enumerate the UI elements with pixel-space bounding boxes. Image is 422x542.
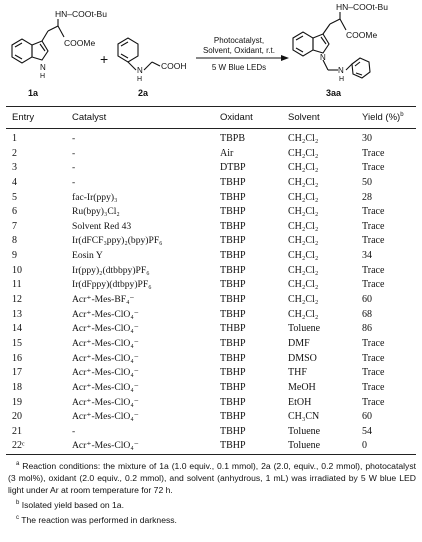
cell-yield: Trace (362, 352, 385, 364)
table-row (0, 322, 422, 337)
cell-oxidant: TBHP (220, 250, 246, 262)
cell-yield: Trace (362, 279, 385, 291)
cell-catalyst: - (72, 147, 76, 159)
cell-entry: 22ᶜ (12, 440, 25, 452)
table-row (0, 249, 422, 264)
cell-oxidant: TBHP (220, 264, 246, 276)
cell-entry: 10 (12, 264, 22, 276)
cell-catalyst: Ir(dFCF₃ppy)₂(bpy)PF₆ (72, 235, 163, 247)
cell-entry: 13 (12, 308, 22, 320)
cell-catalyst: Acr⁺-Mes-ClO₄⁻ (72, 323, 139, 335)
cell-entry: 8 (12, 235, 17, 247)
cell-oxidant: TBHP (220, 308, 246, 320)
cell-yield: 34 (362, 250, 372, 262)
table-row (0, 425, 422, 440)
product-3aa-boc-label: HN–COOt-Bu (336, 2, 388, 12)
cell-solvent: CH₂Cl₂ (288, 294, 319, 306)
cell-solvent: Toluene (288, 425, 321, 437)
cell-yield: 60 (362, 411, 372, 423)
cell-solvent: CH₃CN (288, 411, 320, 423)
cell-catalyst: Eosin Y (72, 250, 103, 262)
cell-yield: Trace (362, 264, 385, 276)
footnote-b-text: Isolated yield based on 1a. (21, 499, 124, 510)
product-3aa-label: 3aa (326, 88, 342, 98)
header-yield (362, 112, 404, 123)
cell-oxidant: TBHP (220, 279, 246, 291)
cell-catalyst: fac-Ir(ppy)₃ (72, 191, 118, 203)
cell-solvent: CH₂Cl₂ (288, 176, 319, 188)
substrate-1a-boc-label: HN–COOt-Bu (55, 9, 107, 19)
header-catalyst: Catalyst (72, 112, 107, 123)
cell-oxidant: TBHP (220, 440, 246, 452)
cell-entry: 18 (12, 381, 22, 393)
table-row (0, 439, 422, 454)
table-top-rule (6, 106, 416, 107)
table-body (0, 132, 422, 454)
cell-entry: 2 (12, 147, 17, 159)
cell-entry: 14 (12, 323, 22, 335)
product-3aa-nh-label: N (338, 66, 344, 75)
cell-catalyst: Acr⁺-Mes-ClO₄⁻ (72, 411, 139, 423)
footnote-a-text: Reaction conditions: the mixture of 1a (1.0 equiv., 0.1 mmol), 2a (2.0, equiv., 0.2 mmol), photocatalyst (3 mol%), oxidant (2.0 equiv., 0.2 mmol), and solvent (anhydrous, 1 mL) was irradiated by 5 W blue LED light under Ar at room temperature for 72 h. (8, 460, 416, 495)
table-row (0, 410, 422, 425)
cell-yield: Trace (362, 381, 385, 393)
cell-catalyst: Acr⁺-Mes-ClO₄⁻ (72, 352, 139, 364)
cell-solvent: EtOH (288, 396, 312, 408)
cell-yield: Trace (362, 396, 385, 408)
cell-yield: 30 (362, 133, 372, 144)
cell-oxidant: DTBP (220, 162, 246, 174)
cell-entry: 21 (12, 425, 22, 437)
cell-entry: 12 (12, 294, 22, 306)
table-row (0, 381, 422, 396)
footnote-a (8, 458, 416, 496)
cell-oxidant: TBHP (220, 381, 246, 393)
substrate-1a-h-label: H (40, 73, 46, 80)
cell-entry: 17 (12, 367, 22, 379)
cell-catalyst: Acr⁺-Mes-ClO₄⁻ (72, 337, 139, 349)
cell-solvent: DMSO (288, 352, 317, 364)
table-row (0, 220, 422, 235)
cell-catalyst: Ir(dFppy)(dtbpy)PF₆ (72, 279, 152, 291)
cell-catalyst: - (72, 176, 76, 188)
footnote-c-text: The reaction was performed in darkness. (21, 514, 177, 525)
cell-solvent: DMF (288, 337, 310, 349)
footnote-b (8, 497, 416, 511)
substrate-1a-label: 1a (28, 88, 39, 98)
cell-catalyst: Acr⁺-Mes-BF₄⁻ (72, 294, 135, 306)
table-row (0, 205, 422, 220)
cell-entry: 6 (12, 206, 17, 218)
cell-entry: 3 (12, 162, 17, 174)
conditions-line-2: Solvent, Oxidant, r.t. (202, 46, 276, 55)
cell-yield: 68 (362, 308, 372, 320)
reaction-arrow-head (281, 55, 289, 61)
cell-yield: 54 (362, 425, 372, 437)
cell-solvent: Toluene (288, 440, 321, 452)
substrate-2a-h-label: H (137, 76, 143, 83)
table-row (0, 396, 422, 411)
cell-catalyst: - (72, 162, 76, 174)
cell-catalyst: Acr⁺-Mes-ClO₄⁻ (72, 367, 139, 379)
table-row (0, 293, 422, 308)
cell-oxidant: TBHP (220, 191, 246, 203)
cell-catalyst: Acr⁺-Mes-ClO₄⁻ (72, 440, 139, 452)
cell-entry: 20 (12, 411, 22, 423)
cell-entry: 4 (12, 176, 17, 188)
cell-entry: 1 (12, 133, 17, 144)
cell-yield: Trace (362, 147, 385, 159)
table-row (0, 176, 422, 191)
cell-catalyst: Ir(ppy)₂(dtbbpy)PF₆ (72, 264, 150, 276)
cell-yield: 60 (362, 294, 372, 306)
table-row (0, 264, 422, 279)
cell-catalyst: - (72, 133, 76, 144)
cell-catalyst: Acr⁺-Mes-ClO₄⁻ (72, 308, 139, 320)
footnote-c-mark: c (16, 514, 19, 521)
cell-yield: 28 (362, 191, 372, 203)
cell-oxidant: TBHP (220, 176, 246, 188)
cell-yield: Trace (362, 367, 385, 379)
cell-oxidant: TBHP (220, 396, 246, 408)
substrate-2a-acid-label: COOH (161, 61, 187, 71)
substrate-1a-ester-label: COOMe (64, 38, 96, 48)
cell-catalyst: Acr⁺-Mes-ClO₄⁻ (72, 396, 139, 408)
product-3aa-n1-label: N (320, 53, 326, 62)
cell-entry: 19 (12, 396, 22, 408)
footnote-a-mark: a (16, 461, 20, 467)
substrate-2a-label: 2a (138, 88, 149, 98)
footnote-b-mark: b (16, 499, 20, 506)
substrate-1a-n-label: N (40, 63, 46, 72)
cell-oxidant: Air (220, 147, 234, 159)
cell-solvent: Toluene (288, 323, 321, 335)
cell-catalyst: Acr⁺-Mes-ClO₄⁻ (72, 381, 139, 393)
table-header-rule (6, 128, 416, 129)
table-row (0, 132, 422, 147)
cell-solvent: CH₂Cl₂ (288, 235, 319, 247)
cell-oxidant: THBP (220, 323, 246, 335)
table-row (0, 147, 422, 162)
cell-solvent: CH₂Cl₂ (288, 264, 319, 276)
header-solvent: Solvent (288, 112, 320, 123)
cell-yield: Trace (362, 206, 385, 218)
product-3aa-h-label: H (339, 76, 345, 83)
table-row (0, 161, 422, 176)
cell-yield: Trace (362, 337, 385, 349)
table-row (0, 337, 422, 352)
table-row (0, 234, 422, 249)
reaction-scheme (0, 0, 422, 104)
header-yield-footnote-mark: b (400, 112, 404, 118)
cell-solvent: CH₂Cl₂ (288, 279, 319, 291)
cell-oxidant: TBHP (220, 425, 246, 437)
substrate-2a-n-label: N (137, 66, 143, 75)
cell-catalyst: Solvent Red 43 (72, 220, 132, 232)
conditions-line-3: 5 W Blue LEDs (211, 63, 267, 72)
cell-oxidant: TBHP (220, 367, 246, 379)
cell-yield: 86 (362, 323, 372, 335)
cell-entry: 5 (12, 191, 17, 203)
cell-oxidant: TBHP (220, 294, 246, 306)
cell-solvent: CH₂Cl₂ (288, 133, 319, 144)
plus-sign: + (100, 51, 109, 67)
substrate-1a-structure (12, 19, 64, 63)
cell-oxidant: TBHP (220, 206, 246, 218)
product-3aa-structure (293, 12, 370, 78)
cell-entry: 16 (12, 352, 22, 364)
cell-oxidant: TBHP (220, 411, 246, 423)
cell-oxidant: TBPB (220, 133, 246, 144)
cell-solvent: CH₂Cl₂ (288, 191, 319, 203)
cell-yield: Trace (362, 162, 385, 174)
cell-entry: 7 (12, 220, 17, 232)
cell-oxidant: TBHP (220, 220, 246, 232)
cell-yield: Trace (362, 235, 385, 247)
cell-yield: 50 (362, 176, 372, 188)
cell-solvent: CH₂Cl₂ (288, 220, 319, 232)
table-row (0, 278, 422, 293)
cell-solvent: CH₂Cl₂ (288, 162, 319, 174)
cell-catalyst: Ru(bpy)₃Cl₂ (72, 206, 120, 218)
cell-yield: 0 (362, 440, 367, 452)
table-header (0, 110, 422, 126)
table-bottom-rule (6, 454, 416, 455)
header-oxidant: Oxidant (220, 112, 253, 123)
cell-entry: 9 (12, 250, 17, 262)
cell-oxidant: TBHP (220, 235, 246, 247)
cell-yield: Trace (362, 220, 385, 232)
cell-solvent: CH₂Cl₂ (288, 147, 319, 159)
cell-entry: 15 (12, 337, 22, 349)
footnote-c (8, 512, 416, 526)
table-row (0, 191, 422, 206)
cell-oxidant: TBHP (220, 337, 246, 349)
cell-solvent: MeOH (288, 381, 316, 393)
conditions-line-1: Photocatalyst, (213, 36, 265, 45)
table-row (0, 308, 422, 323)
cell-solvent: CH₂Cl₂ (288, 250, 319, 262)
product-3aa-ester-label: COOMe (346, 30, 378, 40)
table-row (0, 366, 422, 381)
cell-solvent: CH₂Cl₂ (288, 308, 319, 320)
cell-catalyst: - (72, 425, 76, 437)
cell-oxidant: TBHP (220, 352, 246, 364)
cell-solvent: CH₂Cl₂ (288, 206, 319, 218)
table-row (0, 352, 422, 367)
header-entry: Entry (12, 112, 35, 123)
table-footnotes (8, 458, 416, 527)
header-yield-text: Yield (%) (362, 112, 401, 124)
cell-solvent: THF (288, 367, 307, 379)
cell-entry: 11 (12, 279, 22, 291)
